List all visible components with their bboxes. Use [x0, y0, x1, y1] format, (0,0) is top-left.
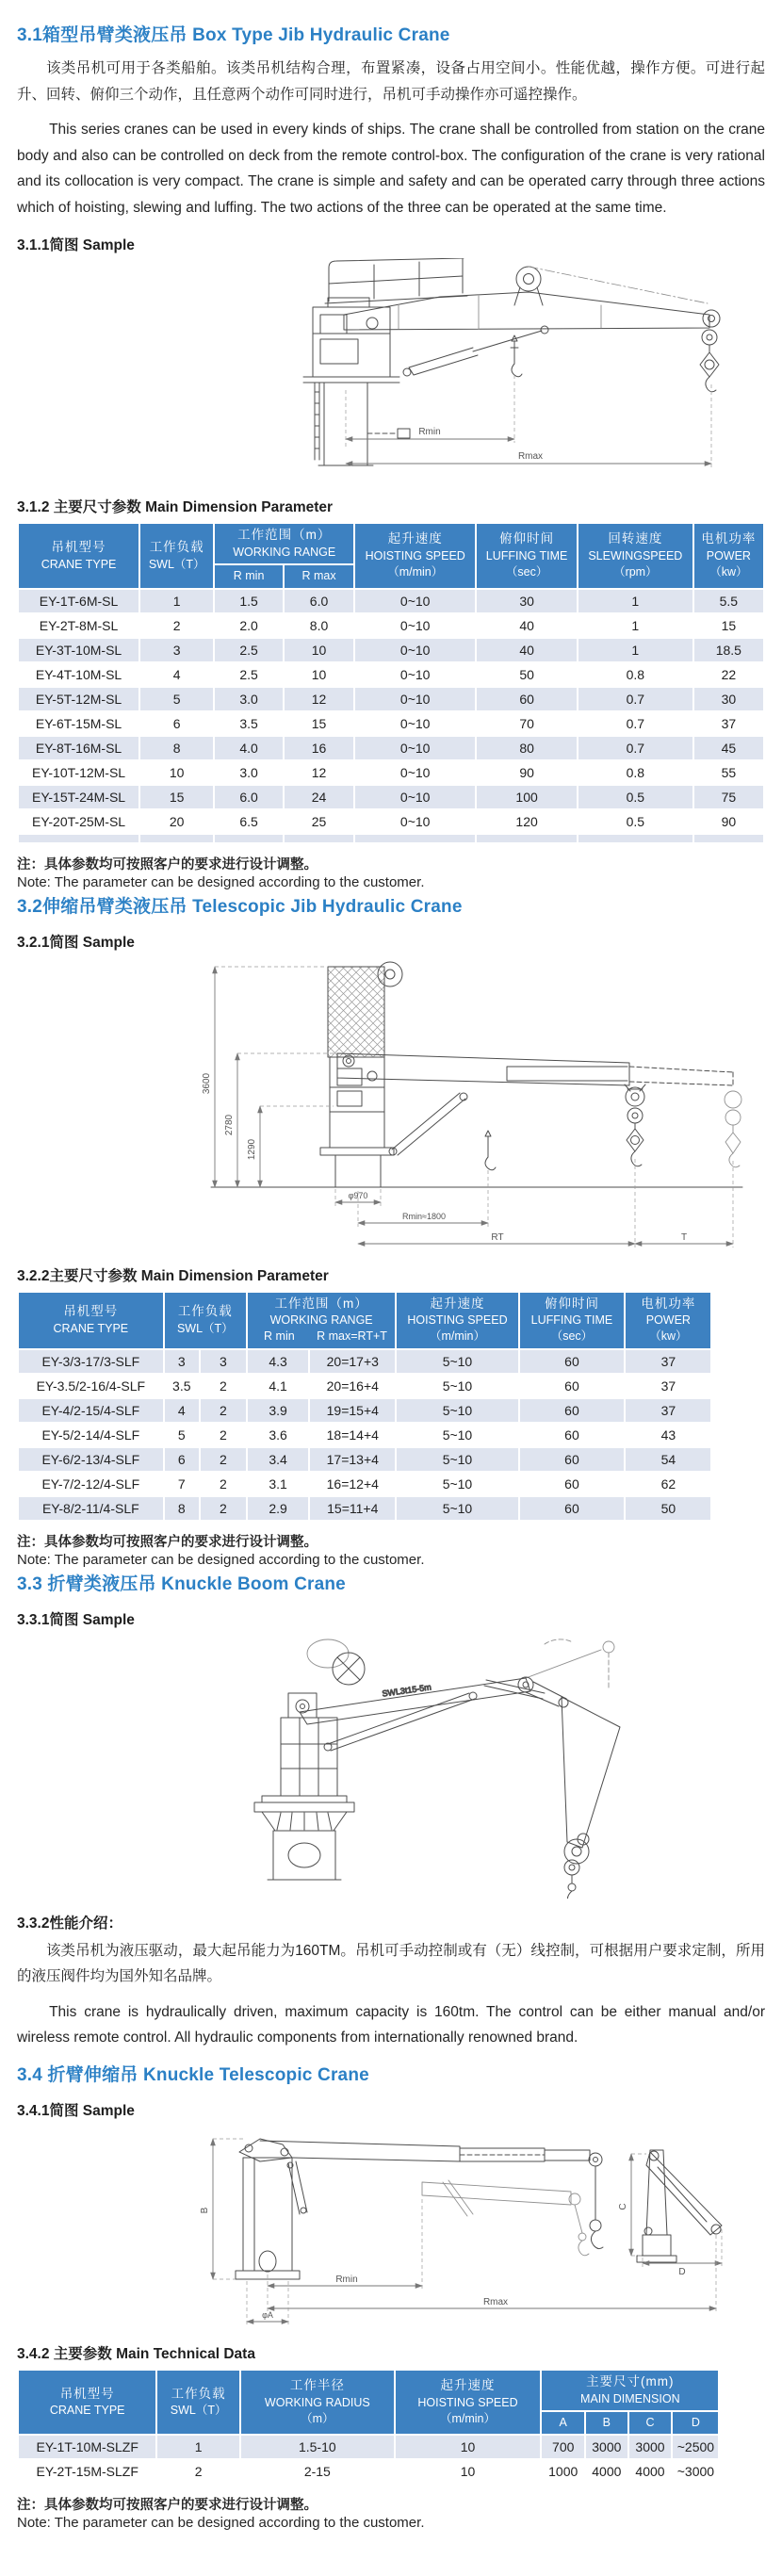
table-cell: 5~10 — [396, 1423, 518, 1447]
col-crane-type: 吊机型号 CRANE TYPE — [18, 523, 139, 588]
dia-a-label: φA — [262, 2310, 273, 2321]
table-cell: 16=12+4 — [309, 1472, 396, 1496]
table-cell: 3.9 — [247, 1398, 309, 1423]
table-cell: EY-8T-16M-SL — [18, 736, 139, 760]
table-cell — [139, 834, 214, 843]
col-working-range: 工作范围（m） WORKING RANGE R min R max=RT+T — [247, 1292, 396, 1349]
table-cell: 10 — [395, 2435, 542, 2459]
table-cell: EY-3T-10M-SL — [18, 638, 139, 662]
table-row — [18, 589, 764, 613]
table-cell: 3.4 — [247, 1447, 309, 1472]
table-cell: 6.5 — [214, 809, 284, 834]
table-cell: 4.3 — [247, 1349, 309, 1374]
table-cell: 2 — [200, 1398, 247, 1423]
main-dimension-table-3-2 — [17, 1291, 712, 1522]
table-cell: 10 — [284, 662, 354, 687]
swl-boom-label: SWL3t15-5m — [381, 1682, 432, 1699]
table-row — [18, 736, 764, 760]
table-cell: 6.0 — [284, 589, 354, 613]
section-title-3-1: 3.1箱型吊臂类液压吊 Box Type Jib Hydraulic Crane — [17, 25, 450, 45]
table-cell: 2 — [156, 2459, 240, 2484]
table-cell: 0.5 — [578, 785, 693, 809]
table-cell: 2 — [200, 1496, 247, 1521]
table-cell: 20=16+4 — [309, 1374, 396, 1398]
table-cell: 4.0 — [214, 736, 284, 760]
table-cell: EY-10T-12M-SL — [18, 760, 139, 785]
table-cell: 2.0 — [214, 613, 284, 638]
table-cell: 3000 — [628, 2435, 673, 2459]
col-hoisting-speed: 起升速度 HOISTING SPEED （m/min） — [354, 523, 476, 588]
col-luffing-time: 俯仰时间 LUFFING TIME （sec） — [519, 1292, 626, 1349]
table-cell: EY-8/2-11/4-SLF — [18, 1496, 164, 1521]
table-cell: 80 — [476, 736, 578, 760]
param-heading-3-4-2: 3.4.2 主要参数 Main Technical Data — [17, 2346, 255, 2363]
main-dimension-table-3-1 — [17, 522, 765, 843]
table-cell: 7 — [164, 1472, 200, 1496]
table-cell: 3.0 — [214, 687, 284, 711]
note-cn-3-4: 注：具体参数均可按照客户的要求进行设计调整。 — [17, 2498, 318, 2514]
dim-1290-label: 1290 — [247, 1138, 257, 1160]
table-cell: EY-7/2-12/4-SLF — [18, 1472, 164, 1496]
rmax-label: Rmax — [482, 2297, 509, 2308]
rmin-label: Rmin≈1800 — [402, 1211, 446, 1221]
table-row — [18, 613, 764, 638]
table-cell: 4000 — [585, 2459, 627, 2484]
col-slewing-speed: 回转速度 SLEWINGSPEED （rpm） — [578, 523, 693, 588]
note-en-3-1: Note: The parameter can be designed according to the customer. — [17, 873, 425, 890]
table-cell: 6.0 — [214, 785, 284, 809]
table-cell: 8.0 — [284, 613, 354, 638]
table-row — [18, 711, 764, 736]
table-cell: 1 — [156, 2435, 240, 2459]
col-r-min: R min — [264, 1329, 295, 1344]
table-cell: 0.5 — [578, 809, 693, 834]
table-cell: 3.1 — [247, 1472, 309, 1496]
table-row — [18, 1472, 711, 1496]
table-cell: 22 — [693, 662, 764, 687]
section-title-3-4: 3.4 折臂伸缩吊 Knuckle Telescopic Crane — [17, 2065, 369, 2086]
col-swl: 工作负载 SWL（T） — [139, 523, 214, 588]
table-cell: 10 — [395, 2459, 542, 2484]
table-cell: 15=11+4 — [309, 1496, 396, 1521]
knuckle-boom-crane-drawing — [17, 1633, 765, 1899]
table-cell: 37 — [625, 1349, 711, 1374]
table-cell: 25 — [284, 809, 354, 834]
table-cell: 12 — [284, 760, 354, 785]
table-cell: 4 — [164, 1398, 200, 1423]
table-cell: 60 — [519, 1423, 626, 1447]
table-cell: EY-6T-15M-SL — [18, 711, 139, 736]
rmin-label: Rmin — [335, 2274, 358, 2286]
table-cell: 90 — [476, 760, 578, 785]
col-r-max: R max=RT+T — [317, 1329, 387, 1344]
table-row — [18, 760, 764, 785]
table-cell: 3.5 — [214, 711, 284, 736]
table-cell: EY-4/2-15/4-SLF — [18, 1398, 164, 1423]
table-cell: EY-2T-8M-SL — [18, 613, 139, 638]
table-row — [18, 1496, 711, 1521]
dia-970-label: φ970 — [348, 1190, 368, 1200]
crane-line-art — [211, 962, 742, 1187]
telescopic-jib-crane-drawing — [17, 955, 765, 1251]
note-cn-3-1: 注：具体参数均可按照客户的要求进行设计调整。 — [17, 856, 318, 872]
table-cell: 2.5 — [214, 638, 284, 662]
table-cell: 3.0 — [214, 760, 284, 785]
table-cell: 5~10 — [396, 1374, 518, 1398]
table-cell: 90 — [693, 809, 764, 834]
table-cell: 0~10 — [354, 711, 476, 736]
table-cell: 2.9 — [247, 1496, 309, 1521]
dim-c-label: C — [618, 2203, 628, 2210]
table-row — [18, 687, 764, 711]
table-cell: 3 — [164, 1349, 200, 1374]
table-cell: 0.8 — [578, 760, 693, 785]
col-r-max: R max — [284, 564, 354, 588]
table-cell — [354, 834, 476, 843]
table-cell: 18.5 — [693, 638, 764, 662]
table-cell — [693, 834, 764, 843]
table-cell — [18, 834, 139, 843]
table-cell: 0~10 — [354, 760, 476, 785]
table-cell: 0~10 — [354, 662, 476, 687]
main-technical-data-table-3-4 — [17, 2369, 720, 2485]
table-cell: EY-15T-24M-SL — [18, 785, 139, 809]
table-cell: 120 — [476, 809, 578, 834]
table-cell: 700 — [541, 2435, 585, 2459]
table-cell: 60 — [519, 1447, 626, 1472]
col-hoisting-speed: 起升速度 HOISTING SPEED （m/min） — [395, 2370, 542, 2435]
table-cell: 60 — [519, 1374, 626, 1398]
note-en-3-2: Note: The parameter can be designed according to the customer. — [17, 1551, 425, 1568]
table-cell: 24 — [284, 785, 354, 809]
table-row — [18, 2435, 719, 2459]
table-cell: 10 — [284, 638, 354, 662]
table-row — [18, 834, 764, 843]
table-cell: 3.6 — [247, 1423, 309, 1447]
paragraph-en-3-3: This crane is hydraulically driven, maximum capacity is 160tm. The control can be either manual and/or wireless remote control. All hydraulic components from internationally renowned brand. — [17, 2003, 765, 2046]
table-cell: 0~10 — [354, 589, 476, 613]
table-cell: 18=14+4 — [309, 1423, 396, 1447]
col-r-min: R min — [214, 564, 284, 588]
table-cell: 1000 — [541, 2459, 585, 2484]
table-row — [18, 1398, 711, 1423]
table-cell: 5.5 — [693, 589, 764, 613]
table-cell: EY-3.5/2-16/4-SLF — [18, 1374, 164, 1398]
table-cell: 15 — [284, 711, 354, 736]
table-cell: 2.5 — [214, 662, 284, 687]
table-cell: 37 — [625, 1374, 711, 1398]
rt-label: RT — [491, 1231, 504, 1243]
table-row — [18, 1349, 711, 1374]
dim-2780-label: 2780 — [224, 1114, 235, 1135]
table-cell: 17=13+4 — [309, 1447, 396, 1472]
col-swl: 工作负载 SWL（T） — [156, 2370, 240, 2435]
table-cell: EY-4T-10M-SL — [18, 662, 139, 687]
table-cell: 0.7 — [578, 687, 693, 711]
col-main-dimension: 主要尺寸(mm) MAIN DIMENSION — [541, 2370, 719, 2411]
table-cell: 5 — [139, 687, 214, 711]
table-cell: 45 — [693, 736, 764, 760]
table-cell: 8 — [139, 736, 214, 760]
table-cell: 6 — [139, 711, 214, 736]
table-cell: ~3000 — [672, 2459, 719, 2484]
table-cell: 70 — [476, 711, 578, 736]
table-cell: 5~10 — [396, 1472, 518, 1496]
table-cell: 5 — [164, 1423, 200, 1447]
col-luffing-time: 俯仰时间 LUFFING TIME （sec） — [476, 523, 578, 588]
table-cell: 43 — [625, 1423, 711, 1447]
table-row — [18, 1447, 711, 1472]
table-cell: 4 — [139, 662, 214, 687]
table-cell: 1 — [139, 589, 214, 613]
dimension-lines — [346, 375, 711, 469]
col-dim-d: D — [672, 2411, 719, 2435]
knuckle-telescopic-crane-drawing — [17, 2124, 765, 2329]
table-cell: 2-15 — [240, 2459, 395, 2484]
dim-3600-label: 3600 — [202, 1072, 212, 1094]
table-cell: 100 — [476, 785, 578, 809]
crane-line-art — [254, 1639, 620, 1899]
table-cell: 20=17+3 — [309, 1349, 396, 1374]
perf-heading-3-3-2: 3.3.2性能介绍： — [17, 1915, 122, 1932]
table-cell: 1 — [578, 589, 693, 613]
table-cell: 3 — [200, 1349, 247, 1374]
dim-b-label: B — [200, 2207, 210, 2214]
table-cell: 0.8 — [578, 662, 693, 687]
sample-heading-3-2-1: 3.2.1简图 Sample — [17, 934, 135, 951]
table-cell: 5~10 — [396, 1447, 518, 1472]
table-cell: 2 — [200, 1374, 247, 1398]
table-cell: 60 — [519, 1496, 626, 1521]
col-working-radius: 工作半径 WORKING RADIUS （m） — [240, 2370, 395, 2435]
table-cell: 1 — [578, 638, 693, 662]
note-en-3-4: Note: The parameter can be designed according to the customer. — [17, 2515, 425, 2532]
rmax-label: Rmax — [517, 451, 544, 463]
t-label: T — [680, 1231, 688, 1243]
table-cell: 50 — [476, 662, 578, 687]
table-row — [18, 809, 764, 834]
table-cell: EY-1T-6M-SL — [18, 589, 139, 613]
table-cell: 2 — [200, 1472, 247, 1496]
col-dim-b: B — [585, 2411, 627, 2435]
col-crane-type: 吊机型号 CRANE TYPE — [18, 1292, 164, 1349]
table-cell — [476, 834, 578, 843]
table-cell: 5~10 — [396, 1349, 518, 1374]
table-cell: 54 — [625, 1447, 711, 1472]
table-cell: 3 — [139, 638, 214, 662]
note-cn-3-2: 注：具体参数均可按照客户的要求进行设计调整。 — [17, 1534, 318, 1550]
col-swl: 工作负载 SWL（T） — [164, 1292, 247, 1349]
dimension-lines — [200, 2139, 722, 2325]
section-title-3-3: 3.3 折臂类液压吊 Knuckle Boom Crane — [17, 1573, 346, 1594]
table-row — [18, 2459, 719, 2484]
crane-line-art — [236, 2139, 722, 2279]
table-cell: EY-5/2-14/4-SLF — [18, 1423, 164, 1447]
table-cell: 3000 — [585, 2435, 627, 2459]
crane-line-art — [303, 258, 720, 465]
table-row — [18, 1423, 711, 1447]
col-dim-c: C — [628, 2411, 673, 2435]
table-cell: 5~10 — [396, 1496, 518, 1521]
paragraph-cn-3-1: 该类吊机可用于各类船舶。该类吊机结构合理，布置紧凑，设备占用空间小。性能优越，操作方便。可进行起升、回转、俯仰三个动作，且任意两个动作可同时进行，吊机可手动操作亦可遥控操作。 — [17, 60, 765, 103]
table-cell: 37 — [693, 711, 764, 736]
table-cell: EY-20T-25M-SL — [18, 809, 139, 834]
table-cell: 4.1 — [247, 1374, 309, 1398]
table-cell: EY-3/3-17/3-SLF — [18, 1349, 164, 1374]
table-cell: 1.5 — [214, 589, 284, 613]
table-cell: 50 — [625, 1496, 711, 1521]
sample-heading-3-1-1: 3.1.1简图 Sample — [17, 237, 135, 254]
table-cell: EY-2T-15M-SLZF — [18, 2459, 156, 2484]
table-cell: 60 — [519, 1398, 626, 1423]
col-power: 电机功率 POWER （kw） — [625, 1292, 711, 1349]
col-dim-a: A — [541, 2411, 585, 2435]
table-cell: 1.5-10 — [240, 2435, 395, 2459]
table-cell: 0~10 — [354, 785, 476, 809]
table-cell: 2 — [139, 613, 214, 638]
table-row — [18, 638, 764, 662]
table-cell: 60 — [476, 687, 578, 711]
dim-d-label: D — [678, 2267, 686, 2278]
col-working-range: 工作范围（m） WORKING RANGE — [214, 523, 354, 564]
table-cell: 55 — [693, 760, 764, 785]
table-cell: 4000 — [628, 2459, 673, 2484]
table-cell: 0~10 — [354, 613, 476, 638]
table-cell: 15 — [693, 613, 764, 638]
table-cell: 30 — [693, 687, 764, 711]
table-cell: 20 — [139, 809, 214, 834]
table-cell: 1 — [578, 613, 693, 638]
section-title-3-2: 3.2伸缩吊臂类液压吊 Telescopic Jib Hydraulic Crane — [17, 896, 463, 917]
table-cell: 0~10 — [354, 736, 476, 760]
table-cell: 2 — [200, 1447, 247, 1472]
table-cell: 30 — [476, 589, 578, 613]
table-row — [18, 785, 764, 809]
sample-heading-3-4-1: 3.4.1简图 Sample — [17, 2103, 135, 2120]
col-crane-type: 吊机型号 CRANE TYPE — [18, 2370, 156, 2435]
table-row — [18, 662, 764, 687]
col-hoisting-speed: 起升速度 HOISTING SPEED （m/min） — [396, 1292, 518, 1349]
table-cell: 0~10 — [354, 809, 476, 834]
table-cell: 2 — [200, 1423, 247, 1447]
paragraph-en-3-1: This series cranes can be used in every kinds of ships. The crane shall be controlled from station on the crane body and also can be controlled on deck from the remote control-box. The configuration of the crane is very rational and its collocation is very compact. The crane is simple and safety and can be operated carry through three actions which of hoisting, slewing and luffing. The two actions of the three can be operated at the same time. — [17, 122, 765, 216]
table-cell: 60 — [519, 1349, 626, 1374]
table-cell: 12 — [284, 687, 354, 711]
table-cell: 3.5 — [164, 1374, 200, 1398]
rmin-label: Rmin — [418, 427, 441, 438]
table-cell: EY-5T-12M-SL — [18, 687, 139, 711]
table-cell: 60 — [519, 1472, 626, 1496]
table-cell: 8 — [164, 1496, 200, 1521]
table-cell: 6 — [164, 1447, 200, 1472]
table-cell: 75 — [693, 785, 764, 809]
table-cell: 0~10 — [354, 638, 476, 662]
table-cell: 0~10 — [354, 687, 476, 711]
paragraph-cn-3-3: 该类吊机为液压驱动，最大起吊能力为160TM。吊机可手动控制或有（无）线控制，可根据用户要求定制，所用的液压阀件均为国外知名品牌。 — [17, 1942, 765, 1985]
table-cell: 40 — [476, 613, 578, 638]
table-cell: 16 — [284, 736, 354, 760]
table-cell: 15 — [139, 785, 214, 809]
param-heading-3-2-2: 3.2.2主要尺寸参数 Main Dimension Parameter — [17, 1267, 329, 1284]
table-cell: 40 — [476, 638, 578, 662]
table-cell: 0.7 — [578, 736, 693, 760]
table-cell: 10 — [139, 760, 214, 785]
table-cell — [214, 834, 284, 843]
dimension-lines — [202, 967, 733, 1247]
table-cell — [284, 834, 354, 843]
table-cell: 62 — [625, 1472, 711, 1496]
table-cell: EY-6/2-13/4-SLF — [18, 1447, 164, 1472]
table-cell — [578, 834, 693, 843]
table-cell: ~2500 — [672, 2435, 719, 2459]
table-cell: 37 — [625, 1398, 711, 1423]
table-cell: 0.7 — [578, 711, 693, 736]
table-cell: 5~10 — [396, 1398, 518, 1423]
param-heading-3-1-2: 3.1.2 主要尺寸参数 Main Dimension Parameter — [17, 499, 334, 516]
col-power: 电机功率 POWER （kw） — [693, 523, 764, 588]
box-jib-crane-drawing — [17, 258, 765, 482]
table-row — [18, 1374, 711, 1398]
sample-heading-3-3-1: 3.3.1简图 Sample — [17, 1611, 135, 1628]
table-cell: 19=15+4 — [309, 1398, 396, 1423]
table-cell: EY-1T-10M-SLZF — [18, 2435, 156, 2459]
